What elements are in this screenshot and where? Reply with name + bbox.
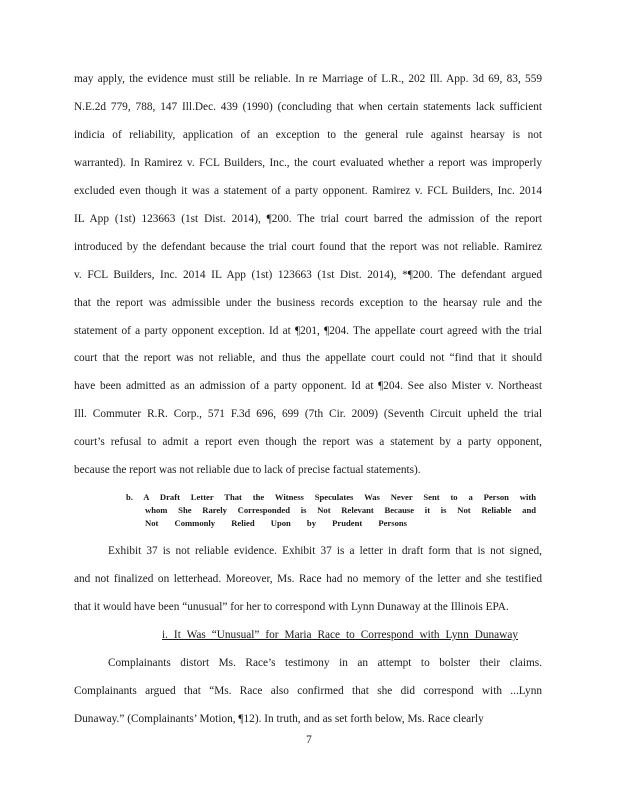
paragraph-line: IL App (1st) 123663 (1st Dist. 2014), ¶200. The trial court barred the admission of the report: [74, 213, 542, 225]
paragraph-line: court that the report was not reliable, and thus the appellate court could not “find that it should: [74, 352, 542, 364]
paragraph-line: Complainants argued that “Ms. Race also confirmed that she did correspond with ...Lynn: [74, 685, 542, 697]
paragraph-line: Complainants distort Ms. Race’s testimony in an attempt to bolster their claims.: [108, 657, 542, 669]
section-heading-b: b. A Draft Letter That the Witness Speculates Was Never Sent to a Person with: [126, 492, 536, 502]
paragraph-line: Ill. Commuter R.R. Corp., 571 F.3d 696, 699 (7th Cir. 2009) (Seventh Circuit upheld the trial: [74, 408, 542, 420]
paragraph-line: v. FCL Builders, Inc. 2014 IL App (1st) 123663 (1st Dist. 2014), *¶200. The defendant argued: [74, 269, 542, 281]
section-heading-b: whom She Rarely Corresponded is Not Relevant Because it is Not Reliable and: [145, 505, 536, 515]
paragraph-line: may apply, the evidence must still be reliable. In re Marriage of L.R., 202 Ill. App. 3d 69, 83, 559: [74, 73, 542, 85]
paragraph-line: indicia of reliability, application of an exception to the general rule against hearsay is not: [74, 129, 542, 141]
paragraph-line: Exhibit 37 is not reliable evidence. Exhibit 37 is a letter in draft form that is not signed,: [108, 545, 542, 557]
paragraph-line: Dunaway.” (Complainants’ Motion, ¶12). In truth, and as set forth below, Ms. Race clearly: [74, 713, 484, 725]
paragraph-line: warranted). In Ramirez v. FCL Builders, Inc., the court evaluated whether a report was improperly: [74, 157, 542, 169]
paragraph-line: excluded even though it was a statement of a party opponent. Ramirez v. FCL Builders, Inc. 2014: [74, 185, 542, 197]
paragraph-line: and not finalized on letterhead. Moreover, Ms. Race had no memory of the letter and she testified: [74, 573, 542, 585]
paragraph-line: because the report was not reliable due to lack of precise factual statements).: [74, 464, 421, 476]
section-heading-b: Not Commonly Relied Upon by Prudent Persons: [145, 518, 407, 528]
paragraph-line: that the report was admissible under the business records exception to the hearsay rule and the: [74, 297, 542, 309]
subsection-heading-i: i. It Was “Unusual” for Maria Race to Correspond with Lynn Dunaway: [162, 629, 518, 641]
paragraph-line: that it would have been “unusual” for her to correspond with Lynn Dunaway at the Illinois EPA.: [74, 601, 509, 613]
paragraph-line: N.E.2d 779, 788, 147 Ill.Dec. 439 (1990) (concluding that when certain statements lack sufficient: [74, 101, 542, 113]
paragraph-line: statement of a party opponent exception. Id at ¶201, ¶204. The appellate court agreed with the trial: [74, 325, 542, 337]
paragraph-line: introduced by the defendant because the trial court found that the report was not reliable. Ramirez: [74, 241, 542, 253]
paragraph-line: court’s refusal to admit a report even though the report was a statement by a party opponent,: [74, 436, 542, 448]
paragraph-line: have been admitted as an admission of a party opponent. Id at ¶204. See also Mister v. Northeast: [74, 380, 542, 392]
page-number: 7: [306, 734, 312, 746]
